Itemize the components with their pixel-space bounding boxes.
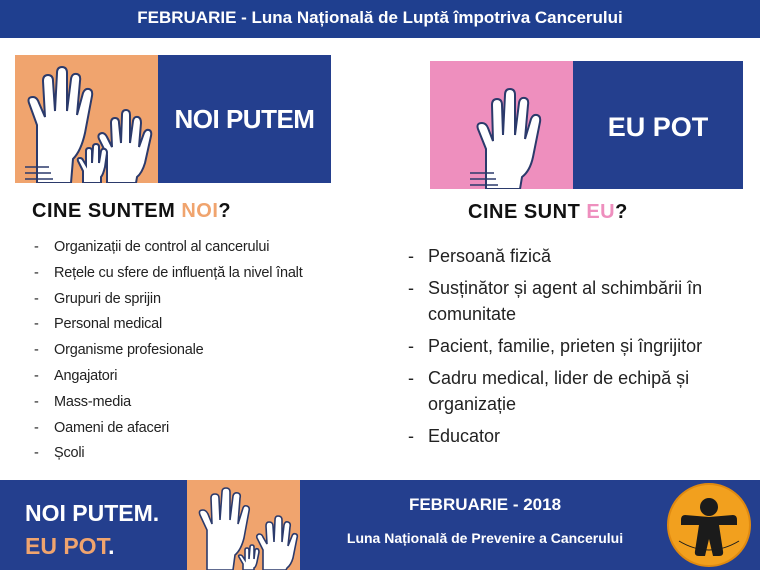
who-are-we-heading (32, 200, 231, 223)
footer-slogan-line2: EU POT. (25, 533, 115, 559)
heading-accent: NOI (181, 200, 219, 222)
eu-pot-card (430, 61, 743, 189)
footer-subtitle: Luna Națională de Prevenire a Cancerului (346, 530, 624, 546)
list-item: - Școli (34, 445, 85, 462)
list-item: - Susținător și agent al schimbării în comunitate (408, 278, 703, 324)
page-title: FEBRUARIE - Luna Națională de Luptă împotriva Cancerului (0, 0, 760, 38)
raised-hand-illustration (430, 61, 573, 189)
raised-hands-icon (187, 480, 300, 570)
noi-putem-label: NOI PUTEM (158, 55, 331, 183)
list-item: - Mass-media (34, 393, 131, 410)
heading-prefix: CINE SUNTEM (32, 200, 182, 222)
list-item: - Pacient, familie, prieten și îngrijitor (408, 336, 703, 356)
list-item: - Educator (408, 426, 501, 446)
noi-putem-card (15, 55, 331, 183)
heading-suffix: ? (218, 200, 232, 222)
list-item: - Angajatori (34, 367, 118, 384)
who-am-i-heading (468, 201, 628, 224)
list-item: - Personal medical (34, 316, 163, 333)
footer-title: FEBRUARIE - 2018 (408, 495, 562, 514)
eu-pot-label: EU POT (573, 61, 743, 189)
campaign-logo (667, 483, 751, 567)
heading-prefix: CINE SUNT (468, 201, 587, 223)
list-item: - Cadru medical, lider de echipă și organizație (408, 368, 690, 414)
raised-hand-icon (430, 61, 573, 189)
footer-slogan-line1: NOI PUTEM. (25, 500, 160, 526)
noi-list (34, 239, 364, 471)
list-item: - Rețele cu sfere de influență la nivel înalt (34, 264, 303, 281)
eu-list (408, 243, 748, 455)
person-figure-icon (669, 485, 749, 565)
footer-hands-illustration (187, 480, 300, 570)
heading-accent: EU (586, 201, 616, 223)
list-item: - Grupuri de sprijin (34, 290, 161, 307)
raised-hands-icon (15, 55, 158, 183)
list-item: - Oameni de afaceri (34, 419, 170, 436)
list-item: - Organizații de control al cancerului (34, 239, 270, 255)
heading-suffix: ? (615, 201, 628, 223)
raised-hands-illustration (15, 55, 158, 183)
list-item: - Persoană fizică (408, 246, 552, 266)
list-item: - Organisme profesionale (34, 342, 204, 359)
